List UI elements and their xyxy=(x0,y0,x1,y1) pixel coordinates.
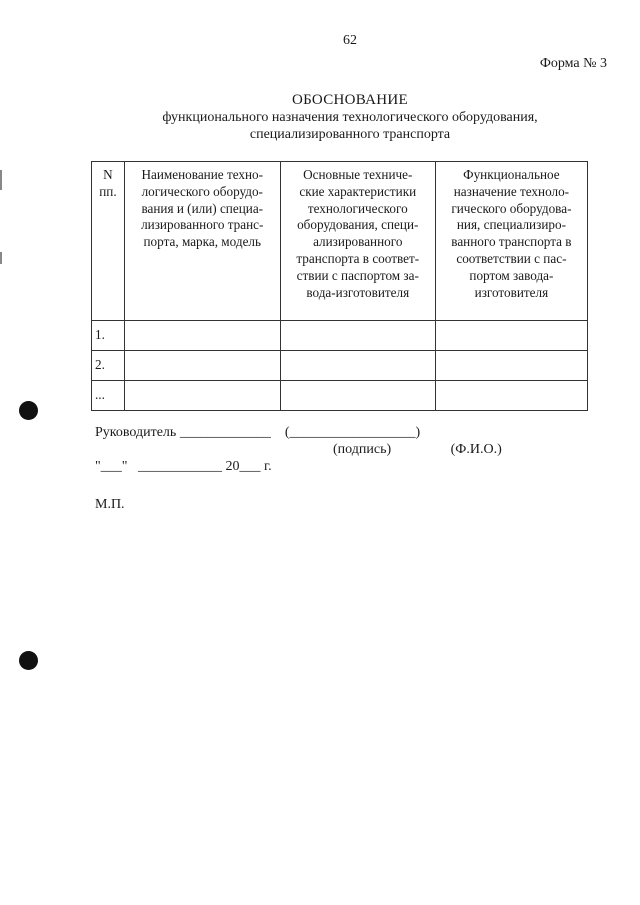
header-chars-line: ализированного xyxy=(313,234,403,250)
date-month-line[interactable]: ____________ xyxy=(137,459,222,474)
row-name-cell[interactable] xyxy=(124,321,280,351)
date-year-line[interactable]: ___ xyxy=(239,459,261,474)
header-chars-line: Основные техниче- xyxy=(303,167,413,182)
header-num-line: N xyxy=(103,167,113,182)
date-quote-close: " xyxy=(121,459,128,474)
header-num-line: пп. xyxy=(99,183,117,199)
header-chars-line: транспорта в соответ- xyxy=(296,250,420,266)
signature-captions xyxy=(333,442,502,458)
punch-hole xyxy=(19,651,38,670)
signature-row xyxy=(95,425,420,441)
header-function xyxy=(435,162,587,321)
row-num: ... xyxy=(92,381,125,411)
row-func-cell[interactable] xyxy=(435,381,587,411)
header-func-line: портом завода- xyxy=(469,267,554,283)
table-row xyxy=(92,381,588,411)
header-name-line: Наименование техно- xyxy=(141,167,264,182)
open-paren: ( xyxy=(284,425,290,440)
date-suffix: г. xyxy=(263,459,272,474)
signature-label: Руководитель xyxy=(95,425,177,440)
name-line[interactable]: __________________ xyxy=(289,425,416,440)
punch-hole xyxy=(19,401,38,420)
header-chars-line: технологического xyxy=(307,200,408,216)
row-name-cell[interactable] xyxy=(124,351,280,381)
table-row xyxy=(92,321,588,351)
header-name-line: логического оборудо- xyxy=(141,183,263,199)
row-num: 1. xyxy=(92,321,125,351)
row-chars-cell[interactable] xyxy=(280,381,435,411)
header-func-line: изготовителя xyxy=(474,284,549,300)
header-chars-line: оборудования, специ- xyxy=(297,217,419,233)
document-title xyxy=(0,92,640,143)
header-chars-line: вода-изготовителя xyxy=(306,284,410,300)
date-day-line[interactable]: ___ xyxy=(100,459,122,474)
title-line-2: специализированного транспорта xyxy=(249,127,451,142)
row-chars-cell[interactable] xyxy=(280,321,435,351)
row-chars-cell[interactable] xyxy=(280,351,435,381)
justification-table xyxy=(91,161,588,411)
row-func-cell[interactable] xyxy=(435,321,587,351)
table-row xyxy=(92,351,588,381)
header-func-line: Функциональное xyxy=(463,167,560,182)
scan-edge-mark xyxy=(0,170,2,190)
scan-edge-mark xyxy=(0,252,2,264)
title-line-1: функционального назначения технологического оборудования, xyxy=(162,110,538,125)
form-number: Форма № 3 xyxy=(539,56,607,71)
date-year-prefix: 20 xyxy=(225,459,240,474)
date-quote-open: " xyxy=(95,459,101,474)
header-func-line: назначение техноло- xyxy=(453,183,570,199)
date-row xyxy=(95,459,272,475)
header-name xyxy=(124,162,280,321)
header-name-line: порта, марка, модель xyxy=(143,234,262,250)
page-number: 62 xyxy=(343,33,357,48)
header-name-line: вания и (или) специа- xyxy=(141,200,264,216)
row-func-cell[interactable] xyxy=(435,351,587,381)
signature-line[interactable]: _____________ xyxy=(179,425,271,440)
row-num: 2. xyxy=(92,351,125,381)
header-chars-line: ствии с паспортом за- xyxy=(296,267,419,283)
sign-caption: (подпись) xyxy=(333,442,392,457)
header-characteristics xyxy=(280,162,435,321)
fio-caption: (Ф.И.О.) xyxy=(450,442,502,457)
header-num xyxy=(92,162,125,321)
header-func-line: соответствии с пас- xyxy=(456,250,567,266)
close-paren: ) xyxy=(415,425,421,440)
title-main: ОБОСНОВАНИЕ xyxy=(291,92,409,108)
stamp-place: М.П. xyxy=(95,497,125,512)
table-header-row xyxy=(92,162,588,321)
header-name-line: лизированного транс- xyxy=(141,217,264,233)
header-func-line: ния, специализиро- xyxy=(456,217,566,233)
header-chars-line: ские характеристики xyxy=(299,183,417,199)
header-func-line: ванного транспорта в xyxy=(451,234,572,250)
header-func-line: гического оборудова- xyxy=(451,200,572,216)
row-name-cell[interactable] xyxy=(124,381,280,411)
